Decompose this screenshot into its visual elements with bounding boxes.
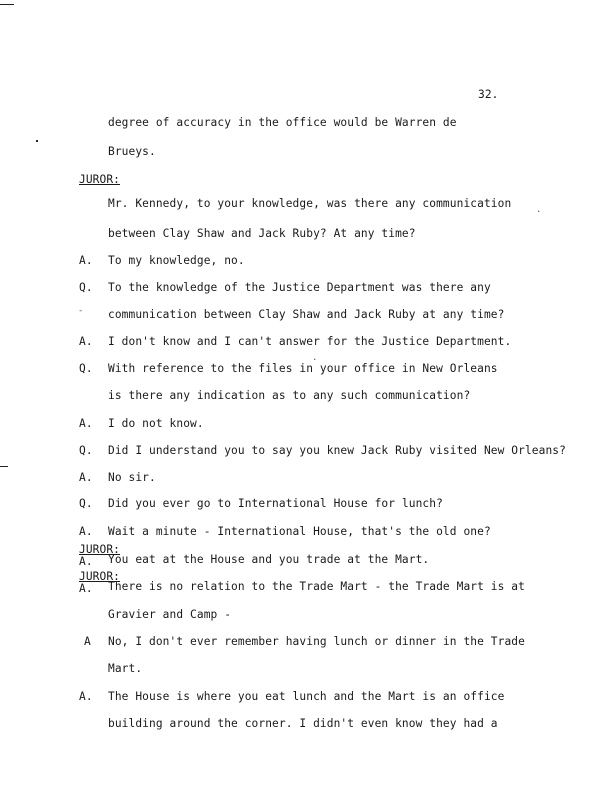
speaker-marker: A. [79, 254, 93, 267]
speaker-marker: A [84, 635, 91, 648]
answer-text: The House is where you eat lunch and the Mart is an office [108, 690, 505, 703]
answer-text: building around the corner. I didn't even know they had a [108, 717, 498, 730]
scan-mark-top-left [0, 4, 14, 5]
question-text: With reference to the files in your office in New Orleans [108, 362, 498, 375]
question-text: To the knowledge of the Justice Department was there any [108, 281, 491, 294]
speaker-marker: A. [79, 525, 93, 538]
scan-mark-left-1 [36, 140, 38, 142]
page-number: 32. [478, 88, 499, 101]
text-line: Mr. Kennedy, to your knowledge, was there any communication [108, 197, 512, 210]
speaker-marker: A. [79, 417, 93, 430]
speaker-marker: Q. [79, 497, 93, 510]
speaker-marker: A. [79, 335, 93, 348]
speaker-marker: Q. [79, 444, 93, 457]
answer-text: I don't know and I can't answer for the Justice Department. [108, 335, 512, 348]
question-text: is there any indication as to any such communication? [108, 389, 471, 402]
answer-text: There is no relation to the Trade Mart - the Trade Mart is at [108, 580, 525, 593]
speaker-marker: A. [79, 582, 93, 595]
answer-text: To my knowledge, no. [108, 254, 245, 267]
speaker-marker: Q. [79, 281, 93, 294]
juror-label: JUROR: [79, 570, 121, 583]
question-text: Did you ever go to International House for lunch? [108, 497, 443, 510]
speaker-marker: A. [79, 555, 93, 568]
answer-text: Wait a minute - International House, that's the old one? [108, 525, 491, 538]
text-line: Brueys. [108, 145, 156, 158]
juror-label: JUROR: [79, 543, 121, 556]
juror-label: JUROR: [79, 173, 121, 186]
question-text: communication between Clay Shaw and Jack Ruby at any time? [108, 308, 505, 321]
answer-text: Mart. [108, 662, 143, 675]
scan-speck-1: - [78, 306, 84, 316]
answer-text: No, I don't ever remember having lunch or dinner in the Trade [108, 635, 525, 648]
scan-speck-2: . [536, 205, 542, 215]
answer-text: Gravier and Camp - [108, 608, 232, 621]
scan-mark-left-2 [0, 466, 8, 467]
text-line: degree of accuracy in the office would be Warren de [108, 116, 457, 129]
answer-text: No sir. [108, 471, 156, 484]
speaker-marker: Q. [79, 362, 93, 375]
speaker-marker: A. [79, 690, 93, 703]
answer-text: I do not know. [108, 417, 204, 430]
speaker-marker: A. [79, 471, 93, 484]
scan-speck-3: . [312, 353, 318, 363]
text-line: between Clay Shaw and Jack Ruby? At any time? [108, 227, 416, 240]
question-text: Did I understand you to say you knew Jack Ruby visited New Orleans? [108, 444, 566, 457]
answer-text: You eat at the House and you trade at the Mart. [108, 553, 430, 566]
